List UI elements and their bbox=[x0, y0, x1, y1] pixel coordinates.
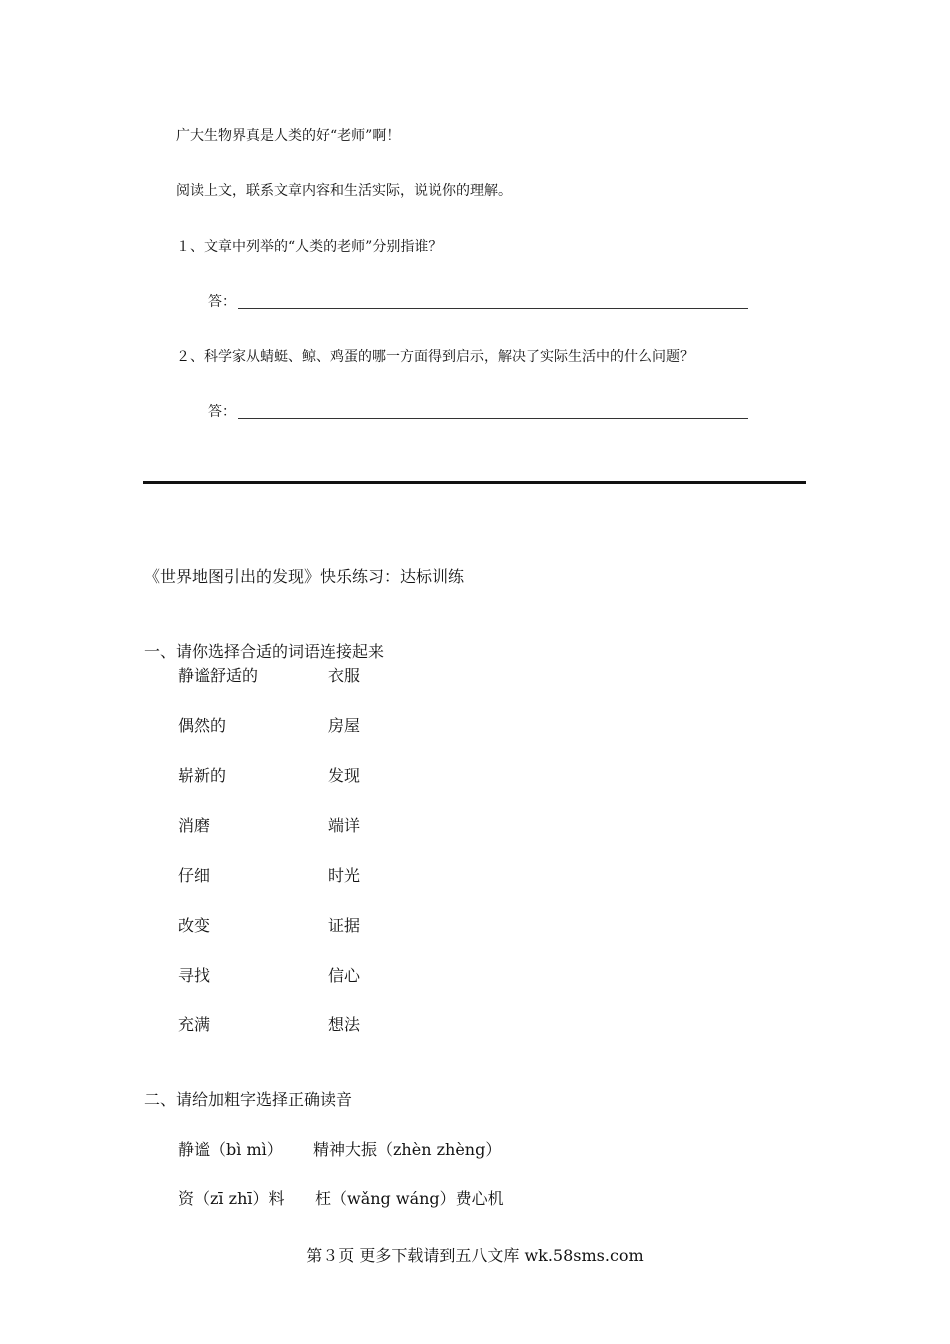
pair-right-3: 发现 bbox=[328, 766, 361, 785]
pair-left-6: 改变 bbox=[178, 916, 211, 935]
reading-intro-line: 广大生物界真是人类的好“老师”啊！ bbox=[176, 128, 401, 144]
pair-right-4: 端详 bbox=[328, 816, 361, 835]
pair-right-7: 信心 bbox=[328, 966, 361, 985]
pair-right-6: 证据 bbox=[328, 916, 361, 935]
pair-left-5: 仔细 bbox=[178, 866, 211, 885]
answer-2 bbox=[208, 405, 748, 419]
section-divider bbox=[143, 481, 806, 484]
pair-left-3: 崭新的 bbox=[178, 766, 227, 785]
exercise-title: 《世界地图引出的发现》快乐练习：达标训练 bbox=[144, 567, 465, 586]
pair-right-5: 时光 bbox=[328, 866, 361, 885]
page-footer: 第３页 更多下载请到五八文库 wk.58sms.com bbox=[306, 1246, 644, 1265]
section2-heading: 二、请给加粗字选择正确读音 bbox=[144, 1090, 353, 1109]
pinyin-item-1a: 静谧（bì mì） bbox=[178, 1140, 283, 1159]
pair-right-8: 想法 bbox=[328, 1015, 361, 1034]
question-2: ２、科学家从蜻蜓、鲸、鸡蛋的哪一方面得到启示，解决了实际生活中的什么问题？ bbox=[176, 349, 694, 365]
reading-instruction: 阅读上文，联系文章内容和生活实际，说说你的理解。 bbox=[176, 183, 512, 199]
answer-blank-line bbox=[238, 307, 748, 309]
answer-label: 答： bbox=[208, 294, 236, 310]
pair-left-2: 偶然的 bbox=[178, 716, 227, 735]
pair-left-1: 静谧舒适的 bbox=[178, 666, 259, 685]
pinyin-item-1b: 精神大振（zhèn zhèng） bbox=[313, 1140, 502, 1159]
answer-label: 答： bbox=[208, 404, 236, 420]
pinyin-item-2b: 枉（wǎng wáng）费心机 bbox=[315, 1189, 504, 1208]
question-1: １、文章中列举的“人类的老师”分别指谁？ bbox=[176, 239, 443, 255]
pair-left-8: 充满 bbox=[178, 1015, 211, 1034]
answer-1 bbox=[208, 295, 748, 309]
pair-left-4: 消磨 bbox=[178, 816, 211, 835]
pair-right-2: 房屋 bbox=[328, 716, 361, 735]
pinyin-item-2a: 资（zī zhī）料 bbox=[178, 1189, 285, 1208]
section1-heading: 一、请你选择合适的词语连接起来 bbox=[144, 642, 385, 661]
pair-left-7: 寻找 bbox=[178, 966, 211, 985]
pair-right-1: 衣服 bbox=[328, 666, 361, 685]
answer-blank-line bbox=[238, 417, 748, 419]
